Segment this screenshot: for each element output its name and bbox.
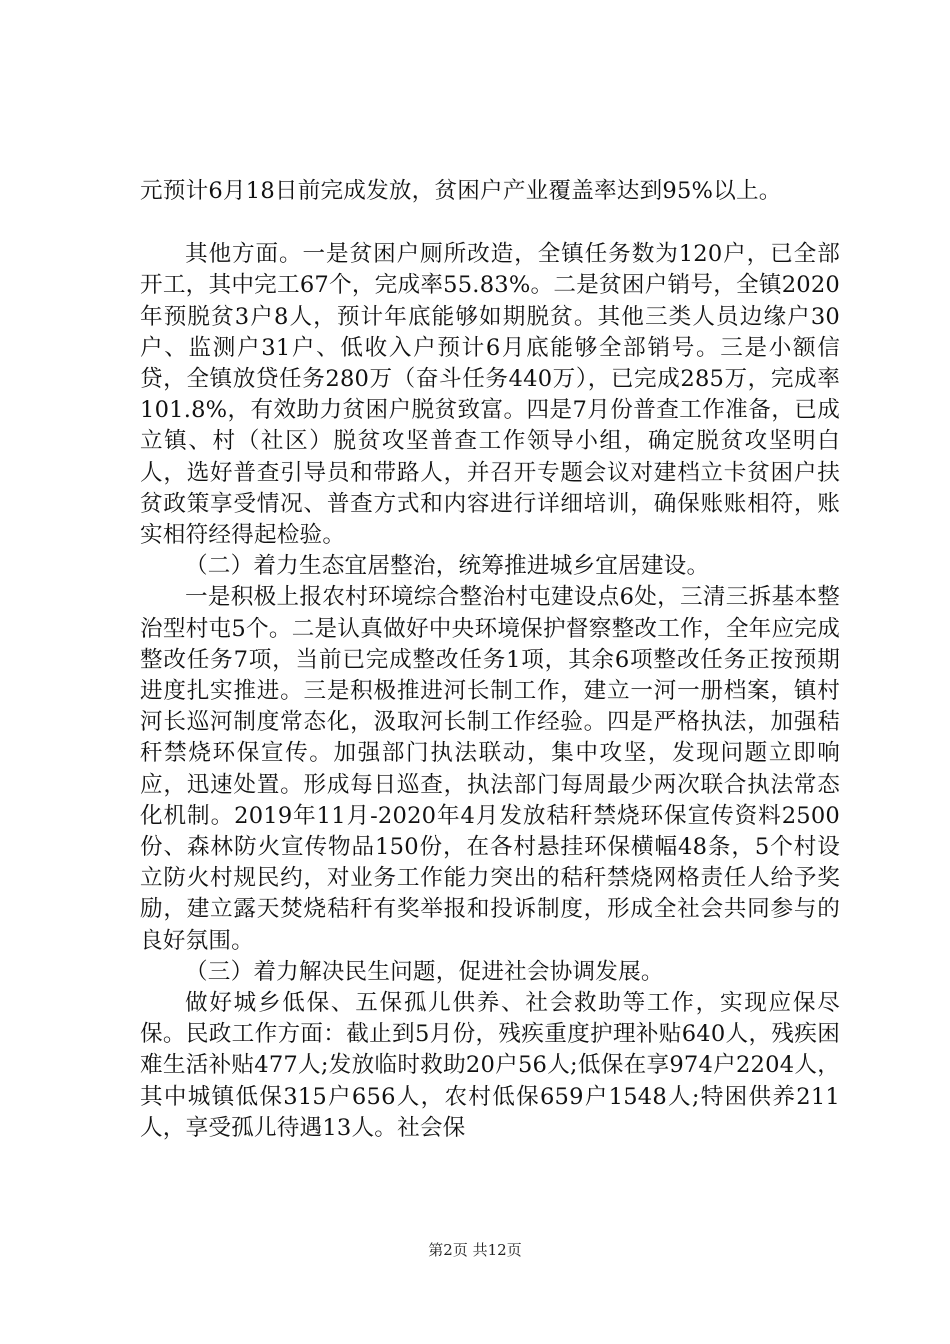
paragraph-livelihood: 做好城乡低保、五保孤儿供养、社会救助等工作，实现应保尽保。民政工作方面：截止到5月份，残疾重度护理补贴640人，残疾困难生活补贴477人;发放临时救助20户56人;低保在享974户2204人，其中城镇低保315户656人，农村低保659户1548人;特困供养211人，享受孤儿待遇13人。社会保 xyxy=(140,990,840,1141)
document-body xyxy=(140,176,840,1144)
section-heading-2: （二）着力生态宜居整治，统筹推进城乡宜居建设。 xyxy=(185,553,710,580)
page-footer: 第2页 共12页 xyxy=(428,1241,522,1259)
paragraph-ecology: 一是积极上报农村环境综合整治村屯建设点6处，三清三拆基本整治型村屯5个。二是认真做好中央环境保护督察整改工作，全年应完成整改任务7项，当前已完成整改任务1项，其余6项整改任务正按预期进度扎实推进。三是积极推进河长制工作，建立一河一册档案，镇村河长巡河制度常态化，汲取河长制工作经验。四是严格执法，加强秸秆禁烧环保宣传。加强部门执法联动，集中攻坚，发现问题立即响应，迅速处置。形成每日巡查，执法部门每周最少两次联合执法常态化机制。2019年11月-2020年4月发放秸秆禁烧环保宣传资料2500份、森林防火宣传物品150份，在各村悬挂环保横幅48条，5个村设立防火村规民约，对业务工作能力突出的秸秆禁烧网格责任人给予奖励，建立露天焚烧秸秆有奖举报和投诉制度，形成全社会共同参与的良好氛围。 xyxy=(140,584,840,954)
paragraph-other-aspects: 其他方面。一是贫困户厕所改造，全镇任务数为120户，已全部开工，其中完工67个，完成率55.83%。二是贫困户销号，全镇2020年预脱贫3户8人，预计年底能够如期脱贫。其他三类人员边缘户30户、监测户31户、低收入户预计6月底能够全部销号。三是小额信贷，全镇放贷任务280万（奋斗任务440万），已完成285万，完成率101.8%，有效助力贫困户脱贫致富。四是7月份普查工作准备，已成立镇、村（社区）脱贫攻坚普查工作领导小组，确定脱贫攻坚明白人，选好普查引导员和带路人，并召开专题会议对建档立卡贫困户扶贫政策享受情况、普查方式和内容进行详细培训，确保账账相符，账实相符经得起检验。 xyxy=(140,241,840,549)
section-heading-3: （三）着力解决民生问题，促进社会协调发展。 xyxy=(185,958,664,985)
paragraph-gap xyxy=(140,207,840,239)
paragraph-continuation: 元预计6月18日前完成发放，贫困户产业覆盖率达到95%以上。 xyxy=(140,178,782,204)
